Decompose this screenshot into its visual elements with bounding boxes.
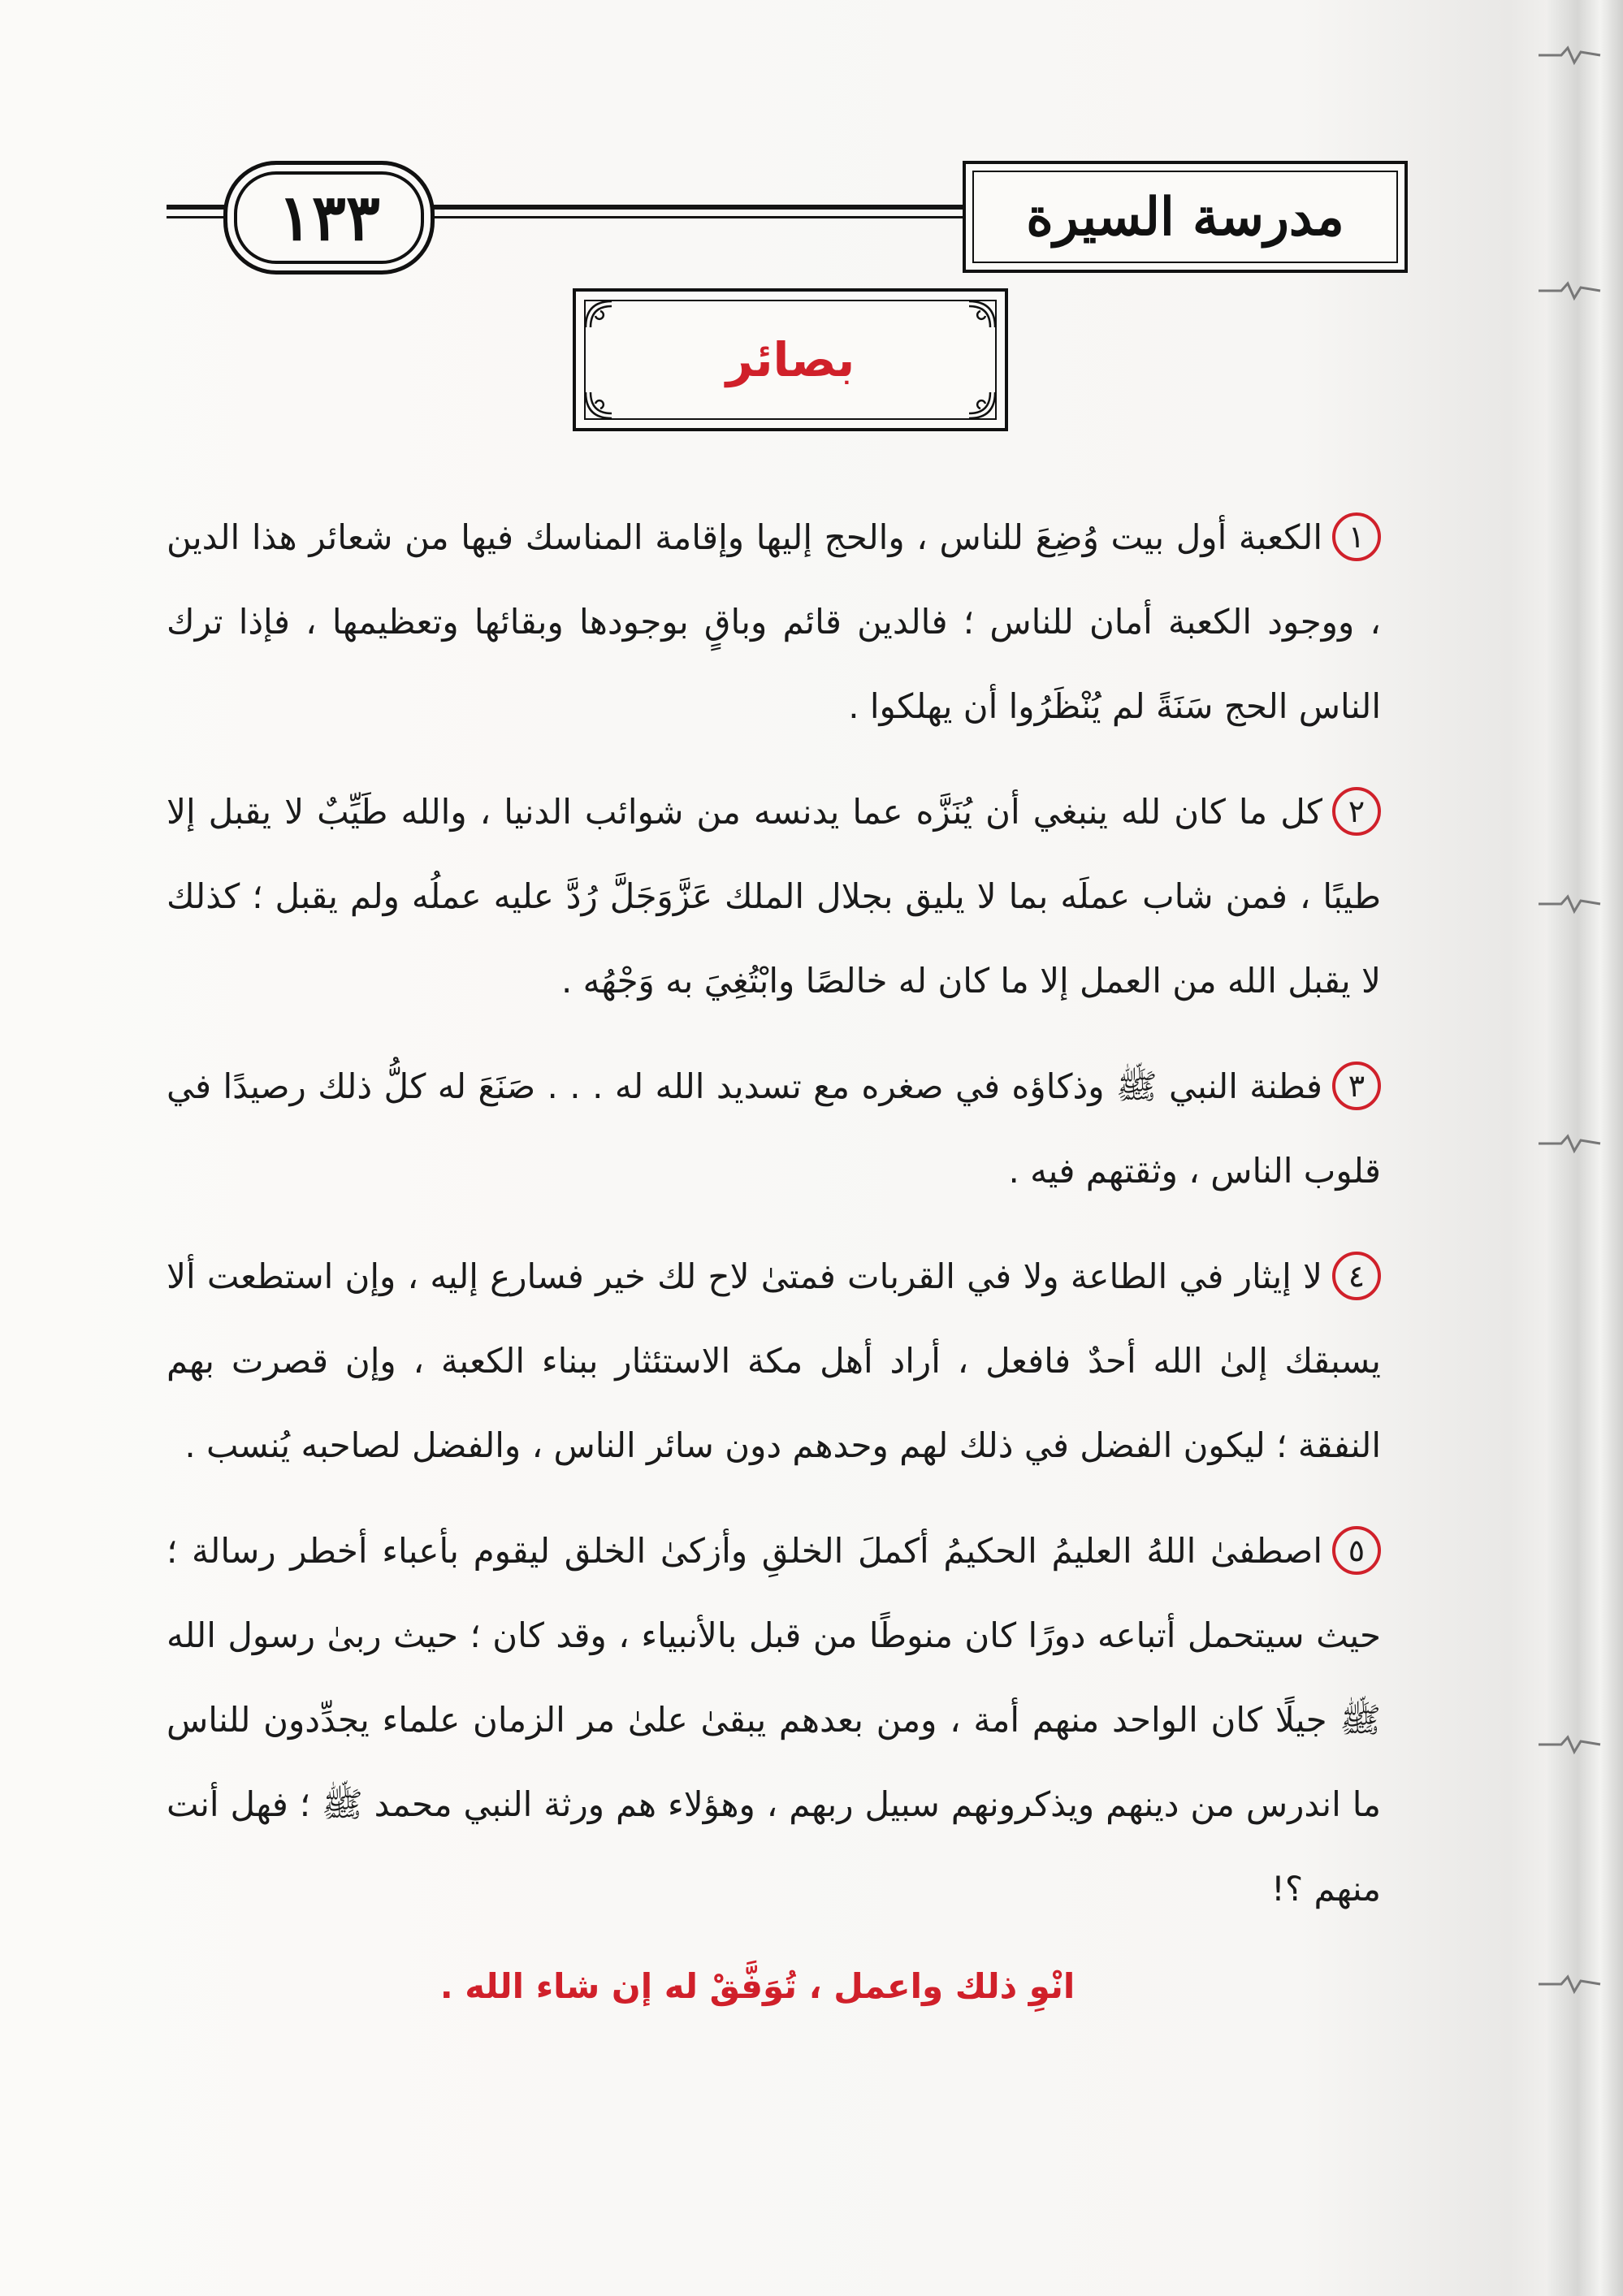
paragraph-text: لا إيثار في الطاعة ولا في القربات فمتىٰ لاح لك خير فسارع إليه ، وإن استطعت ألا يسبقك إلىٰ الله أحدٌ فافعل ، أراد أهل مكة الاستئثار ببناء الكعبة ، وإن قصرت بهم النفقة ؛ ليكون الفضل في ذلك لهم وحدهم دون سائر الناس ، والفضل لصاحبه يُنسب . — [167, 1256, 1381, 1465]
paragraph-text: كل ما كان لله ينبغي أن يُنَزَّه عما يدنسه من شوائب الدنيا ، والله طَيِّبٌ لا يقبل إلا طيبًا ، فمن شاب عملَه بما لا يليق بجلال الملك عَزَّوَجَلَّ رُدَّ عليه عملُه ولم يقبل ؛ كذلك لا يقبل الله من العمل إلا ما كان له خالصًا وابْتُغِيَ به وَجْهُه . — [167, 792, 1381, 1001]
paragraph-number: ٤ — [1332, 1252, 1381, 1300]
paragraph — [167, 1234, 1381, 1488]
paragraph-number: ١ — [1332, 512, 1381, 561]
ornament-corner-icon — [584, 300, 613, 329]
staple-mark — [1537, 893, 1602, 915]
page-number: ١٣٣ — [278, 180, 380, 255]
section-title-frame — [573, 288, 1008, 431]
paragraph-number: ٣ — [1332, 1062, 1381, 1110]
staple-mark — [1537, 1133, 1602, 1154]
book-title-frame — [963, 161, 1408, 273]
paragraph-text: الكعبة أول بيت وُضِعَ للناس ، والحج إليها وإقامة المناسك فيها من شعائر هذا الدين ، ووجود الكعبة أمان للناس ؛ فالدين قائم وباقٍ بوجودها وبقائها وتعظيمها ، فإذا ترك الناس الحج سَنَةً لم يُنْظَرُوا أن يهلكوا . — [167, 517, 1381, 726]
paragraph — [167, 1509, 1381, 1931]
paragraph — [167, 1044, 1381, 1213]
ornament-corner-icon — [967, 300, 997, 329]
staple-mark — [1537, 280, 1602, 301]
page-number-badge — [223, 161, 435, 275]
paragraph — [167, 770, 1381, 1023]
staple-mark — [1537, 1974, 1602, 1995]
paragraph-text: اصطفىٰ اللهُ العليمُ الحكيمُ أكملَ الخلقِ وأزكىٰ الخلق ليقوم بأعباء أخطر رسالة ؛ حيث سيتحمل أتباعه دورًا كان منوطًا من قبل بالأنبياء ، وقد كان ؛ حيث ربىٰ رسول الله ﷺ جيلًا كان الواحد منهم أمة ، ومن بعدهم يبقىٰ علىٰ مر الزمان علماء يجدِّدون للناس ما اندرس من دينهم ويذكرونهم سبيل ربهم ، وهؤلاء هم ورثة النبي محمد ﷺ ؛ فهل أنت منهم ؟! — [167, 1531, 1381, 1909]
paragraph-number: ٢ — [1332, 787, 1381, 836]
section-title: بصائر — [725, 332, 855, 387]
book-title: مدرسة السيرة — [1026, 186, 1344, 248]
staple-mark — [1537, 1734, 1602, 1755]
paragraph — [167, 495, 1381, 749]
paragraph-number: ٥ — [1332, 1526, 1381, 1575]
ornament-corner-icon — [584, 391, 613, 420]
staple-mark — [1537, 45, 1602, 66]
paragraph-text: فطنة النبي ﷺ وذكاؤه في صغره مع تسديد الله له . . . صَنَعَ له كلُّ ذلك رصيدًا في قلوب الناس ، وثقتهم فيه . — [167, 1066, 1381, 1191]
closing-line: انْوِ ذلك واعمل ، تُوَفَّقْ له إن شاء الله . — [439, 1966, 1076, 2006]
body-text — [167, 495, 1381, 2050]
page-header — [167, 154, 1385, 276]
ornament-corner-icon — [967, 391, 997, 420]
